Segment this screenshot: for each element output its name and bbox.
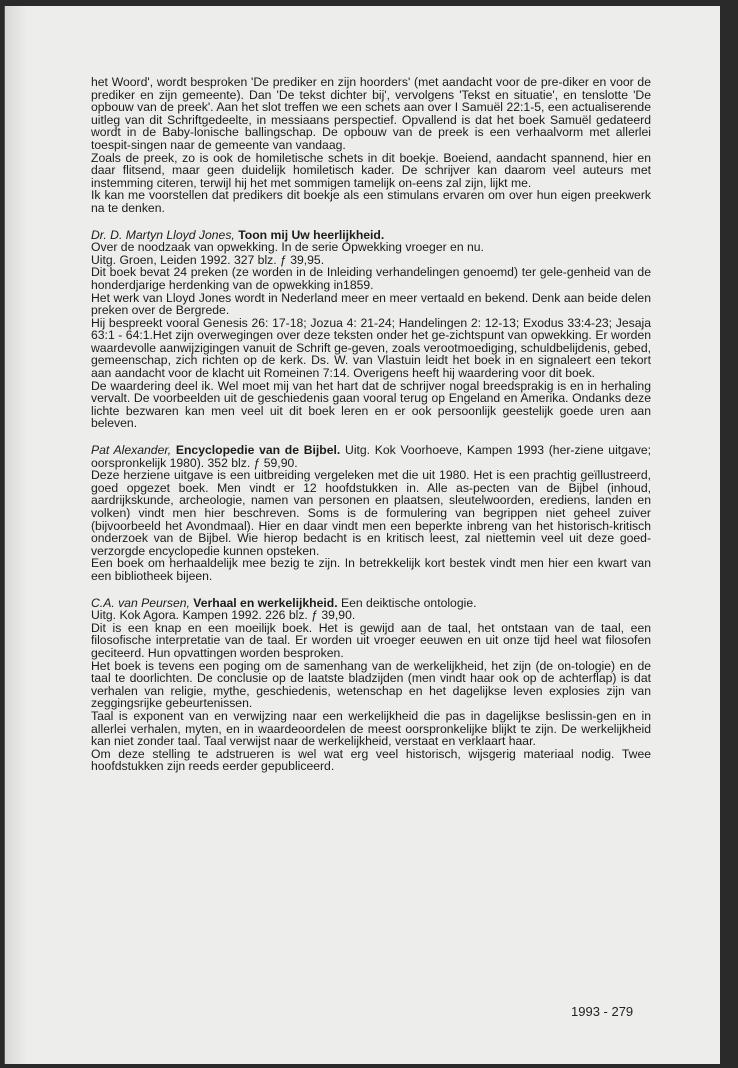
review-title: Encyclopedie van de Bijbel. bbox=[175, 443, 341, 458]
paragraph: Dit is een knap en een moeilijk boek. Het is gewijd aan de taal, het ontstaan van de taal, een filosofische interpretatie van de taal. Er worden uit vroeger eeuwen en uit onze tijd heel wat filosofen geciteerd. Hun opvattingen worden besproken. bbox=[91, 620, 651, 660]
paragraph: Ik kan me voorstellen dat predikers dit boekje als een stimulans ervaren om over hun eigen preekwerk na te denken. bbox=[91, 188, 651, 215]
review-author: C.A. van Peursen, bbox=[91, 595, 190, 610]
review-title: Verhaal en werkelijkheid. bbox=[193, 595, 338, 610]
review-author: Dr. D. Martyn Lloyd Jones, bbox=[91, 227, 235, 242]
paragraph: Taal is exponent van en verwijzing naar een werkelijkheid die pas in dagelijkse beslissin-gen en in allerlei verhalen, myten, en in waardeoordelen de meest oorspronkelijke blijkt te zijn. De werkelijkheid kan niet zonder taal. Taal verwijst naar de werkelijkheid, verstaat en verklaart haar. bbox=[91, 708, 651, 749]
review-publication: Uitg. Kok Voorhoeve, Kampen 1993 (her-ziene uitgave; oorspronkelijk 1980). 352 blz. ƒ 59,90. bbox=[91, 443, 651, 470]
paragraph: Een boek om herhaaldelijk mee bezig te zijn. In betrekkelijk kort bestek vindt men hier een kwart van een bibliotheek bijeen. bbox=[91, 556, 651, 583]
paragraph: Dit boek bevat 24 preken (ze worden in de Inleiding verhandelingen genoemd) ter gele-genheid van de honderdjarige herdenking van de opwekking in1859. bbox=[91, 265, 651, 292]
paragraph: Deze herziene uitgave is een uitbreiding vergeleken met die uit 1980. Het is een prachtig geïllustreerd, goed opgezet boek. Men vindt er 12 hoofdstukken in. Alle as-pecten van de Bijbel (inhoud, aardrijkskunde, archeologie, namen van personen en plaatsen, sleutelwoorden, erediens, landen en volken) vindt men hier beschreven. Soms is de formulering van begrippen niet geheel zuiver (bijvoorbeeld het Avondmaal). Hier en daar vindt men een beperkte inbreng van het historisch-kritisch onderzoek van de Bijbel. Wie hierop bedacht is en kritisch leest, zal niettemin veel uit deze goed-verzorgde encyclopedie kunnen opsteken. bbox=[91, 468, 651, 558]
paragraph: Hij bespreekt vooral Genesis 26: 17-18; Jozua 4: 21-24; Handelingen 2: 12-13; Exodus 33:4-23; Jesaja 63:1 - 64:1.Het zijn overwegingen over deze teksten onder het ge-zichtspunt van opwekking. Er worden waardevolle aanwijzigingen vanuit de Schrift ge-geven, zoals verootmoediging, schuldbelijdenis, gebed, gemeenschap, zich richten op de kerk. Ds. W. van Vlastuin leidt het boek in en signaleert een tekort aan aandacht voor de klacht uit Romeinen 7:14. Overigens heeft hij waardering voor dit boek. bbox=[91, 315, 651, 381]
paragraph: Het boek is tevens een poging om de samenhang van de werkelijkheid, het zijn (de on-tologie) en de taal te doorlichten. De conclusie op de laatste bladzijden (men vindt haar ook op de achterflap) is dat verhalen van religie, mythe, geschiedenis, wetenschap en het dagelijkse leven explosies zijn van zeggingsrijke gebeurtenissen. bbox=[91, 658, 651, 711]
review-alexander bbox=[91, 444, 651, 583]
binding-edge bbox=[4, 6, 27, 1064]
paragraph: De waardering deel ik. Wel moet mij van het hart dat de schrijver nogal breedsprakig is en in herhaling vervalt. De voorbeelden uit de geschiedenis gaan vooral terug op Engeland en Amerika. Ondanks deze lichte bezwaren kan men veel uit dit boek leren en er ook persoonlijk geestelijk goede uren aan beleven. bbox=[91, 378, 651, 431]
document-page bbox=[4, 6, 720, 1064]
paragraph: Uitg. Kok Agora. Kampen 1992. 226 blz. ƒ 39,90. bbox=[91, 608, 356, 623]
paragraph: Zoals de preek, zo is ook de homiletische schets in dit boekje. Boeiend, aandacht spannend, hier en daar flitsend, maar geen duidelijk homiletisch kader. De schrijver kan daarom veel auteurs met instemming citeren, terwijl hij het met sommigen tamelijk on-eens zal zijn, lijkt me. bbox=[91, 150, 651, 190]
review-van-peursen bbox=[91, 597, 651, 773]
paragraph: Om deze stelling te adstrueren is wel wat erg veel historisch, wijsgerig materiaal nodig. Twee hoofdstukken zijn reeds eerder gepubliceerd. bbox=[91, 746, 651, 774]
review-heading bbox=[91, 444, 651, 469]
page-body bbox=[91, 76, 651, 773]
page-number: 1993 - 279 bbox=[571, 1004, 634, 1019]
review-lloyd-jones bbox=[91, 229, 651, 431]
paragraph: Uitg. Groen, Leiden 1992. 327 blz. ƒ 39,95. bbox=[91, 252, 325, 267]
paragraph: Over de noodzaak van opwekking. In de serie Opwekking vroeger en nu. bbox=[91, 240, 484, 255]
paragraph: het Woord', wordt besproken 'De prediker en zijn hoorders' (met aandacht voor de pre-diker en voor de prediker en zijn gemeente). Dan 'De tekst dichter bij', vervolgens 'Tekst en situatie', en tenslotte 'De opbouw van de preek'. Aan het slot treffen we een schets aan over I Samuël 22:1-5, een actualiserende uitleg van dit Schriftgedeelte, in messiaans perspectief. Opvallend is dat het boek Samuël gedateerd wordt in de Baby-lonische ballingschap. De opbouw van de preek is een verhaalvorm met allerlei toespit-singen naar de gemeente van vandaag. bbox=[91, 75, 651, 152]
review-title: Toon mij Uw heerlijkheid. bbox=[238, 227, 385, 242]
review-subtitle: Een deiktische ontologie. bbox=[337, 595, 477, 610]
review-author: Pat Alexander, bbox=[91, 443, 172, 458]
paragraph: Het werk van Lloyd Jones wordt in Nederland meer en meer vertaald en bekend. Denk aan beide delen preken over de Bergrede. bbox=[91, 290, 651, 318]
intro-section bbox=[91, 76, 651, 215]
